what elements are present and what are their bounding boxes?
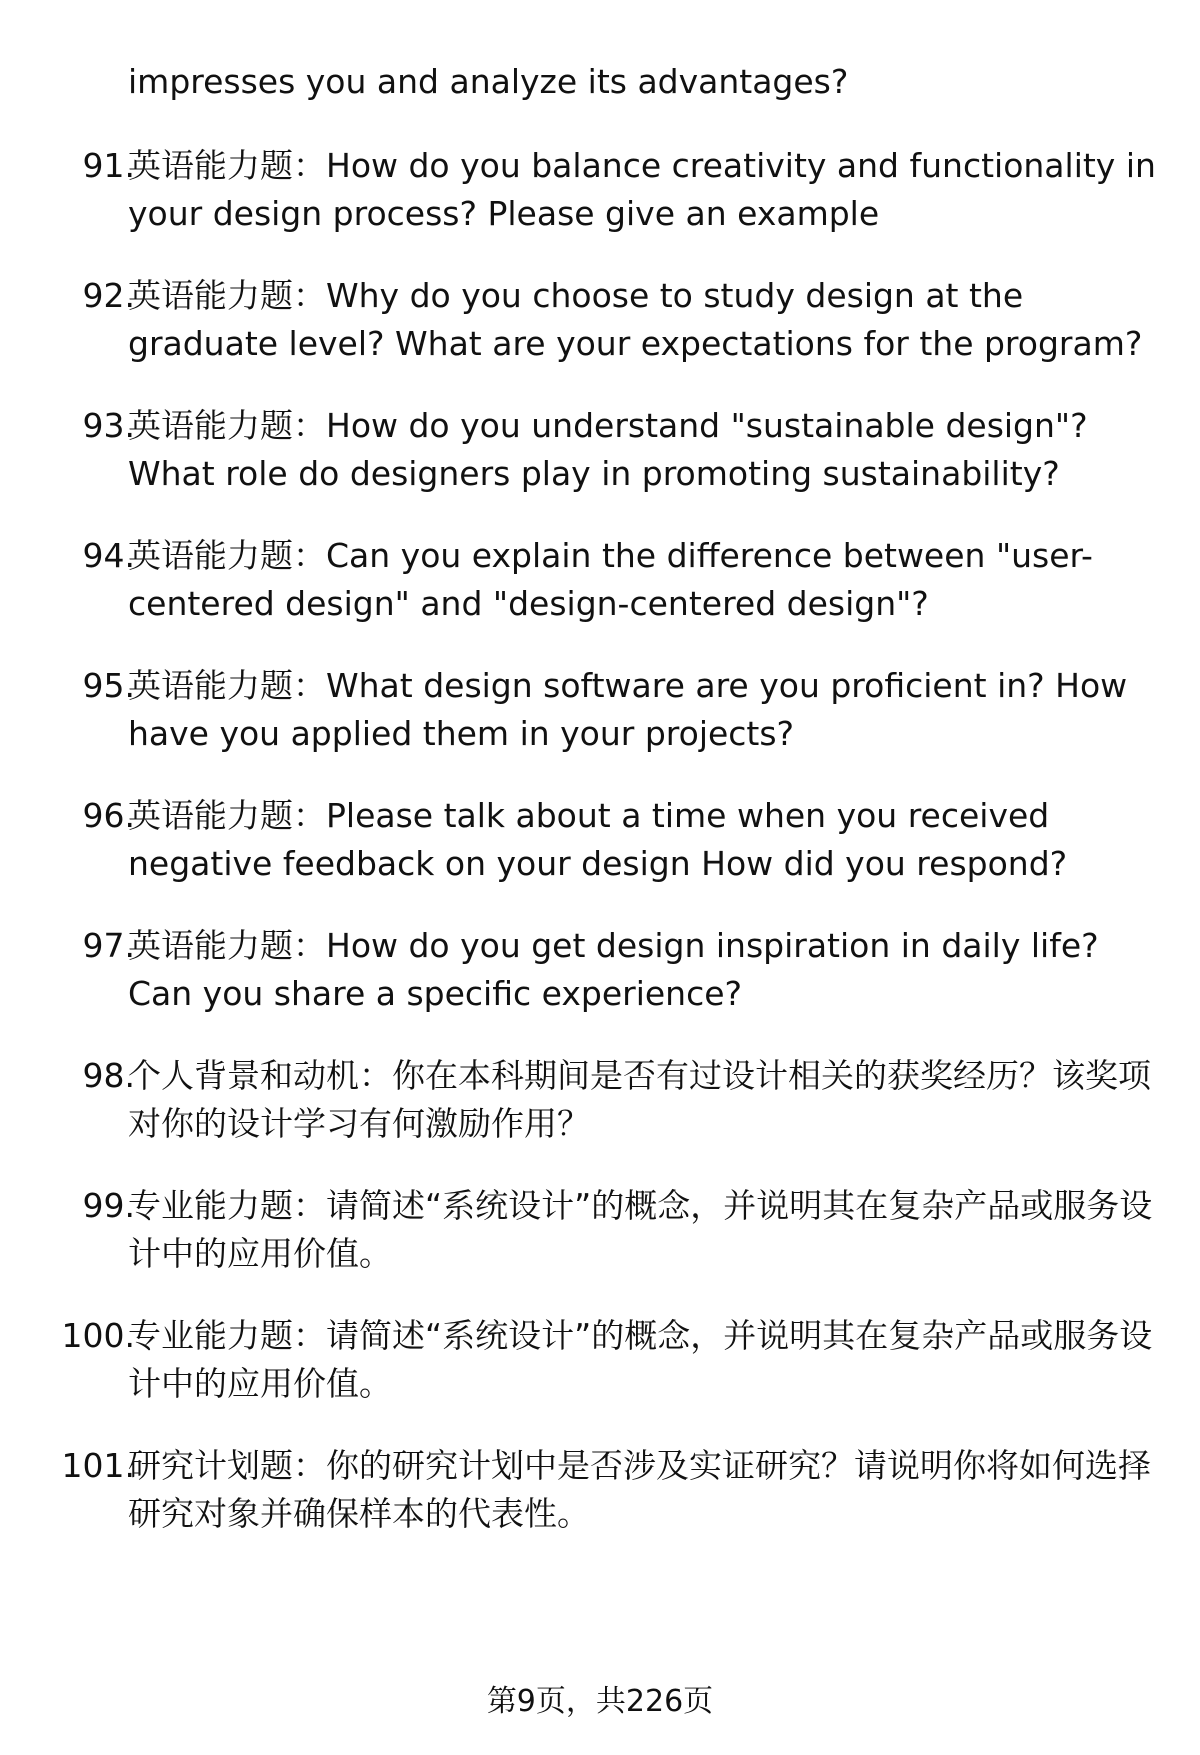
question-item — [0, 1052, 1200, 1148]
question-number: 94. — [82, 536, 135, 575]
question-text: 英语能力题：How do you get design inspiration in daily life? Can you share a specific experience? — [128, 926, 1099, 1013]
question-number: 92. — [82, 276, 135, 315]
question-item — [0, 1312, 1200, 1408]
question-item — [0, 922, 1200, 1018]
question-item — [0, 532, 1200, 628]
question-text: 英语能力题：How do you understand "sustainable design"? What role do designers play in promoting sustainability? — [128, 406, 1088, 493]
question-number: 96. — [82, 796, 135, 835]
question-item — [0, 1182, 1200, 1278]
question-text: 英语能力题：How do you balance creativity and functionality in your design process? Please give an example — [128, 146, 1156, 233]
question-number: 97. — [82, 926, 135, 965]
question-text: 英语能力题：Why do you choose to study design at the graduate level? What are your expectations for the program? — [128, 276, 1143, 363]
question-item — [0, 1442, 1200, 1538]
question-text: 专业能力题：请简述“系统设计”的概念，并说明其在复杂产品或服务设计中的应用价值。 — [128, 1316, 1153, 1403]
page-footer: 第9页，共226页 — [486, 1684, 714, 1719]
question-list — [0, 142, 1200, 1572]
question-item — [0, 402, 1200, 498]
question-item — [0, 662, 1200, 758]
question-number: 91. — [82, 146, 135, 185]
question-number: 100. — [61, 1316, 135, 1355]
question-item — [0, 272, 1200, 368]
question-item — [0, 142, 1200, 238]
question-text: 英语能力题：Please talk about a time when you received negative feedback on your design How did you respond? — [128, 796, 1068, 883]
question-text: 个人背景和动机：你在本科期间是否有过设计相关的获奖经历？该奖项对你的设计学习有何激励作用？ — [128, 1056, 1151, 1143]
question-number: 95. — [82, 666, 135, 705]
question-item — [0, 792, 1200, 888]
question-number: 99. — [82, 1186, 135, 1225]
question-text: 英语能力题：Can you explain the difference between "user-centered design" and "design-centered design"? — [128, 536, 1093, 623]
question-text: 专业能力题：请简述“系统设计”的概念，并说明其在复杂产品或服务设计中的应用价值。 — [128, 1186, 1153, 1273]
question-text: 英语能力题：What design software are you proficient in? How have you applied them in your projects? — [128, 666, 1128, 753]
continuation-text: impresses you and analyze its advantages? — [128, 62, 849, 101]
question-number: 93. — [82, 406, 135, 445]
question-text: 研究计划题：你的研究计划中是否涉及实证研究？请说明你将如何选择研究对象并确保样本的代表性。 — [128, 1446, 1151, 1533]
question-number: 98. — [82, 1056, 135, 1095]
question-number: 101. — [61, 1446, 135, 1485]
